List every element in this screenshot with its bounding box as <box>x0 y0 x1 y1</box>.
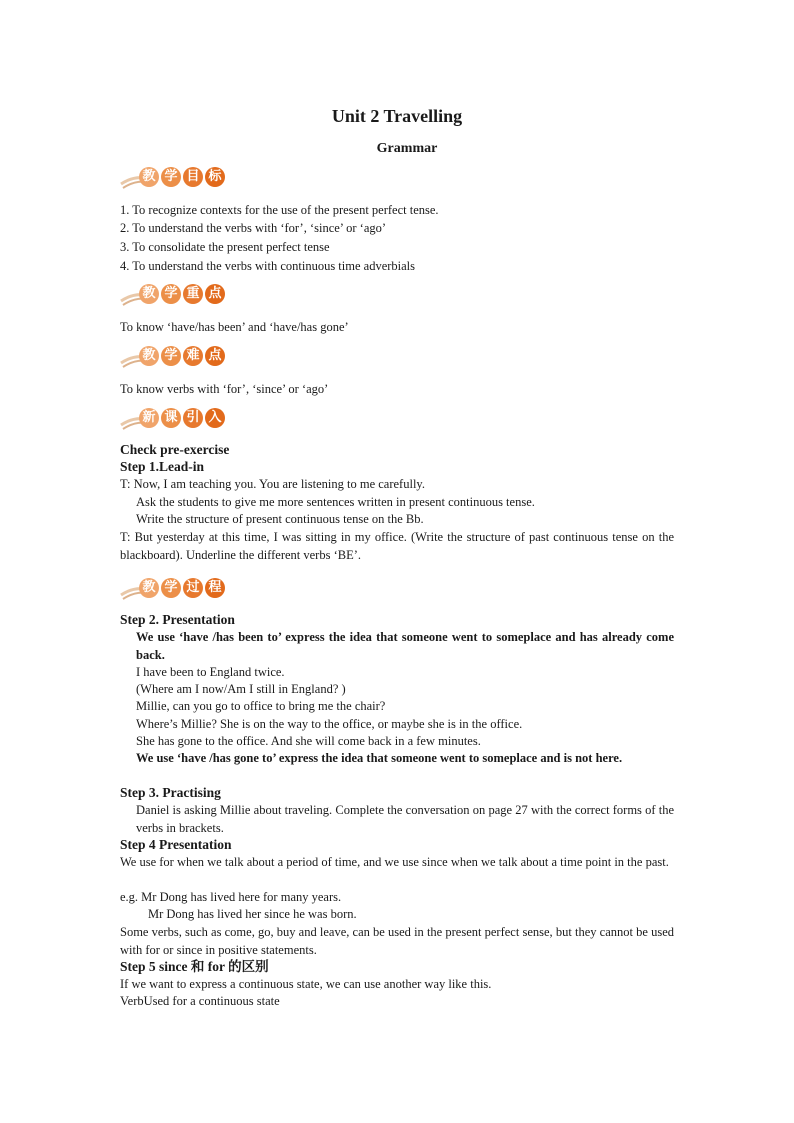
badge-char: 教 <box>139 578 159 598</box>
badge-char: 引 <box>183 408 203 428</box>
section-badge-key-points <box>120 283 224 307</box>
badge-char: 学 <box>161 578 181 598</box>
badge-char: 教 <box>139 346 159 366</box>
text-paragraph: We use ‘have /has gone to’ express the idea that someone went to someplace and is not here. <box>136 751 623 765</box>
section-heading: Check pre-exercise <box>120 442 230 457</box>
badge-char: 点 <box>205 284 225 304</box>
section-badge-lead-in <box>120 407 224 431</box>
badge-char: 入 <box>205 408 225 428</box>
text-paragraph: Daniel is asking Millie about traveling. Complete the conversation on page 27 with the correct forms of the verbs in brackets. <box>136 803 674 835</box>
badge-char: 过 <box>183 578 203 598</box>
objective-item: 2. To understand the verbs with ‘for’, ‘since’ or ‘ago’ <box>120 221 387 235</box>
objective-item: 3. To consolidate the present perfect tense <box>120 240 330 254</box>
badge-char: 教 <box>139 167 159 187</box>
badge-char: 新 <box>139 408 159 428</box>
badge-char: 学 <box>161 284 181 304</box>
text-line: Where’s Millie? She is on the way to the office, or maybe she is in the office. <box>136 717 523 731</box>
text-line: Ask the students to give me more sentences written in present continuous tense. <box>136 495 535 509</box>
step-heading: Step 5 since 和 for 的区别 <box>120 959 269 974</box>
section-badge-process <box>120 577 224 601</box>
text-line: Millie, can you go to office to bring me the chair? <box>136 699 386 713</box>
step-heading: Step 1.Lead-in <box>120 459 205 474</box>
badge-char: 学 <box>161 167 181 187</box>
badge-char: 难 <box>183 346 203 366</box>
text-paragraph: T: But yesterday at this time, I was sitting in my office. (Write the structure of past continuous tense on the blackboard). Underline the different verbs ‘BE’. <box>120 530 674 562</box>
badge-char: 教 <box>139 284 159 304</box>
text-line: (Where am I now/Am I still in England? ) <box>136 682 346 696</box>
text-paragraph: We use ‘have /has been to’ express the idea that someone went to someplace and has already come back. <box>136 630 674 662</box>
text-paragraph: We use for when we talk about a period of time, and we use since when we talk about a time point in the past. <box>120 855 669 869</box>
badge-char: 学 <box>161 346 181 366</box>
text-line: Write the structure of present continuous tense on the Bb. <box>136 512 424 526</box>
objective-item: 1. To recognize contexts for the use of the present perfect tense. <box>120 203 439 217</box>
badge-char: 课 <box>161 408 181 428</box>
text-paragraph: Some verbs, such as come, go, buy and leave, can be used in the present perfect sense, but they cannot be used with for or since in positive statements. <box>120 925 674 957</box>
section-badge-difficulties <box>120 345 224 369</box>
text-line: VerbUsed for a continuous state <box>120 994 280 1008</box>
difficulty-text: To know verbs with ‘for’, ‘since’ or ‘ago’ <box>120 382 329 396</box>
text-line: She has gone to the office. And she will come back in a few minutes. <box>136 734 481 748</box>
badge-char: 重 <box>183 284 203 304</box>
page-subtitle: Grammar <box>376 141 438 156</box>
step-heading: Step 3. Practising <box>120 785 221 800</box>
text-line: T: Now, I am teaching you. You are listening to me carefully. <box>120 477 425 491</box>
section-badge-objectives <box>120 166 224 190</box>
objective-item: 4. To understand the verbs with continuous time adverbials <box>120 259 416 273</box>
text-line: If we want to express a continuous state, we can use another way like this. <box>120 977 492 991</box>
badge-char: 程 <box>205 578 225 598</box>
step-heading: Step 2. Presentation <box>120 612 235 627</box>
text-line: I have been to England twice. <box>136 665 285 679</box>
badge-char: 目 <box>183 167 203 187</box>
badge-char: 标 <box>205 167 225 187</box>
badge-char: 点 <box>205 346 225 366</box>
text-line: Mr Dong has lived her since he was born. <box>148 907 357 921</box>
step-heading: Step 4 Presentation <box>120 837 232 852</box>
key-point-text: To know ‘have/has been’ and ‘have/has gone’ <box>120 320 349 334</box>
text-line: e.g. Mr Dong has lived here for many years. <box>120 890 342 904</box>
page-title: Unit 2 Travelling <box>331 106 463 126</box>
